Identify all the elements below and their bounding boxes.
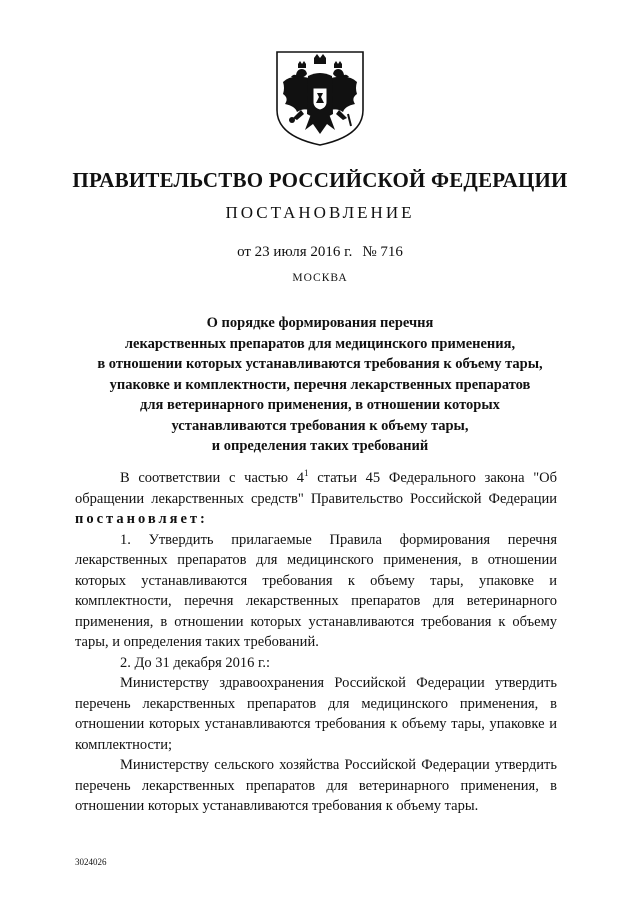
document-type: ПОСТАНОВЛЕНИЕ (225, 203, 415, 222)
title-line: и определения таких требований (211, 438, 429, 454)
intro-text: В соответствии с частью 4 (120, 470, 305, 486)
document-code: 3024026 (75, 857, 107, 867)
item-2-agriculture-ministry: Министерству сельского хозяйства Российской Федерации утвердить перечень лекарственных препаратов для ветеринарного применения, в отношении которых устанавливаются требования к объему тары. (75, 757, 557, 814)
title-line: устанавливаются требования к объему тары, (171, 417, 469, 434)
item-2-health-ministry: Министерству здравоохранения Российской Федерации утвердить перечень лекарственных препаратов для медицинского применения, в отношении которых устанавливаются требования к объему тары, упаковке и комплектности; (75, 675, 557, 753)
document-city: МОСКВА (292, 272, 348, 284)
coat-of-arms-icon (271, 48, 369, 148)
title-line: упаковке и комплектности, перечня лекарственных препаратов (109, 376, 531, 393)
title-line: лекарственных препаратов для медицинского применения, (124, 335, 516, 352)
item-1: 1. Утвердить прилагаемые Правила формирования перечня лекарственных препаратов для медицинского применения, в отношении которых устанавливаются требования к объему тары, упаковке и комплектности, перечня лекарственных препаратов для ветеринарного применения, в отношении которых устанавливаются требования к объему тары, и определения таких требований. (75, 531, 557, 650)
document-body (75, 468, 557, 817)
intro-text-cont: статьи 45 Федерального закона "Об обращении лекарственных средств" Правительство Российской Федерации (75, 470, 557, 507)
title-line: в отношении которых устанавливаются требования к объему тары, (97, 356, 543, 372)
title-line: О порядке формирования перечня (206, 315, 434, 331)
document-title (60, 313, 580, 457)
intro-paragraph (75, 468, 557, 530)
document-date-line (0, 244, 640, 261)
part-superscript: 1 (304, 468, 309, 479)
title-line: для ветеринарного применения, в отношении которых (140, 397, 500, 413)
resolves-word: постановляет: (75, 511, 208, 527)
item-2: 2. До 31 декабря 2016 г.: (120, 654, 270, 671)
government-heading: ПРАВИТЕЛЬСТВО РОССИЙСКОЙ ФЕДЕРАЦИИ (72, 168, 568, 192)
document-number: № 716 (362, 244, 403, 260)
document-date: от 23 июля 2016 г. (237, 244, 353, 260)
